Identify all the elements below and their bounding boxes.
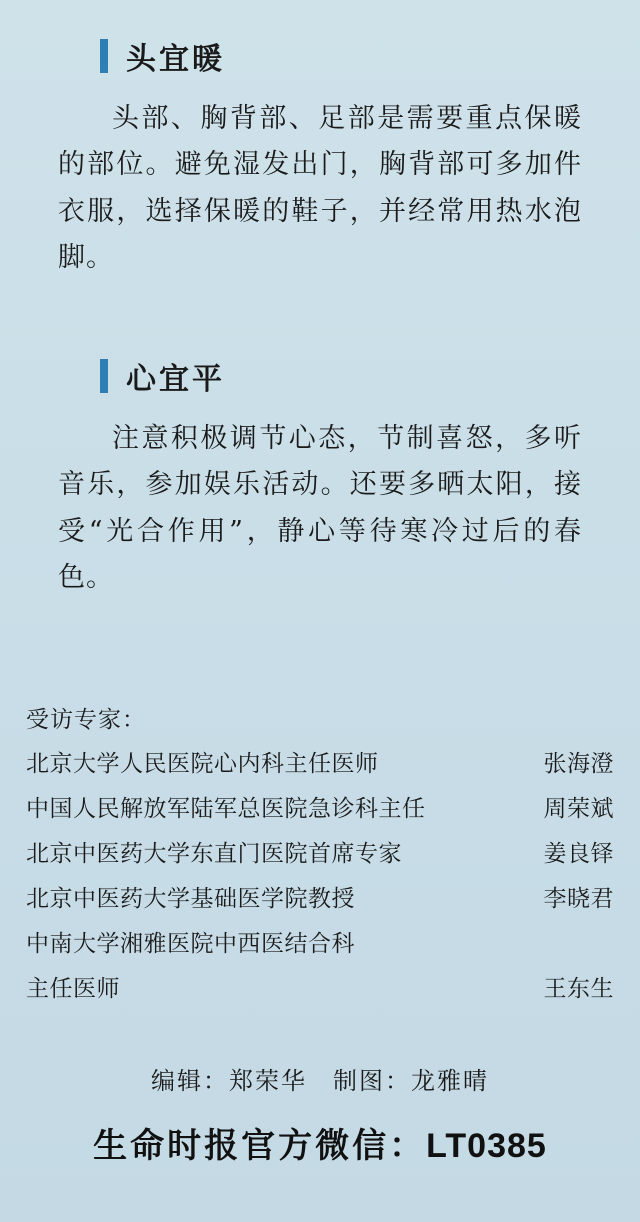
accent-bar-icon bbox=[100, 39, 108, 73]
expert-org: 中国人民解放军陆军总医院急诊科主任 bbox=[26, 796, 426, 823]
section-body: 头部、胸背部、足部是需要重点保暖的部位。避免湿发出门，胸背部可多加件衣服，选择保暖的鞋子，并经常用热水泡脚。 bbox=[58, 103, 582, 274]
accent-bar-icon bbox=[100, 359, 108, 393]
expert-row bbox=[26, 787, 614, 832]
expert-name: 姜良铎 bbox=[543, 841, 614, 868]
section-heading bbox=[100, 354, 610, 398]
expert-org: 北京大学人民医院心内科主任医师 bbox=[26, 751, 379, 778]
expert-row bbox=[26, 922, 614, 967]
expert-org: 北京中医药大学东直门医院首席专家 bbox=[26, 841, 402, 868]
expert-name: 李晓君 bbox=[543, 885, 614, 912]
experts-label: 受访专家： bbox=[26, 706, 146, 733]
expert-row bbox=[26, 832, 614, 877]
wechat-label: 生命时报官方微信： bbox=[93, 1126, 427, 1167]
editor-name: 郑荣华 bbox=[229, 1067, 307, 1096]
section-title: 心宜平 bbox=[126, 361, 225, 397]
expert-name: 张海澄 bbox=[543, 751, 614, 778]
experts-block bbox=[26, 698, 614, 1012]
expert-org: 北京中医药大学基础医学院教授 bbox=[26, 885, 355, 912]
credits-line bbox=[0, 1061, 640, 1096]
expert-row bbox=[26, 967, 614, 1012]
expert-name: 周荣斌 bbox=[543, 796, 614, 823]
expert-name: 王东生 bbox=[543, 975, 614, 1002]
section-heading bbox=[100, 34, 610, 78]
section-body: 注意积极调节心态，节制喜怒，多听音乐，参加娱乐活动。还要多晒太阳，接受“光合作用”，静心等待寒冷过后的春色。 bbox=[58, 422, 582, 594]
expert-org: 中南大学湘雅医院中西医结合科 bbox=[26, 930, 355, 957]
section-title: 头宜暖 bbox=[126, 42, 225, 77]
expert-row bbox=[26, 742, 614, 787]
section-heart-calm bbox=[0, 282, 640, 602]
section-head-warm bbox=[0, 0, 640, 282]
expert-org: 主任医师 bbox=[26, 975, 120, 1002]
designer-label: 制图： bbox=[333, 1067, 411, 1096]
wechat-line bbox=[0, 1118, 640, 1167]
wechat-code: LT0385 bbox=[426, 1127, 547, 1166]
designer-name: 龙雅晴 bbox=[411, 1067, 489, 1096]
editor-label: 编辑： bbox=[151, 1067, 229, 1096]
expert-row bbox=[26, 877, 614, 922]
